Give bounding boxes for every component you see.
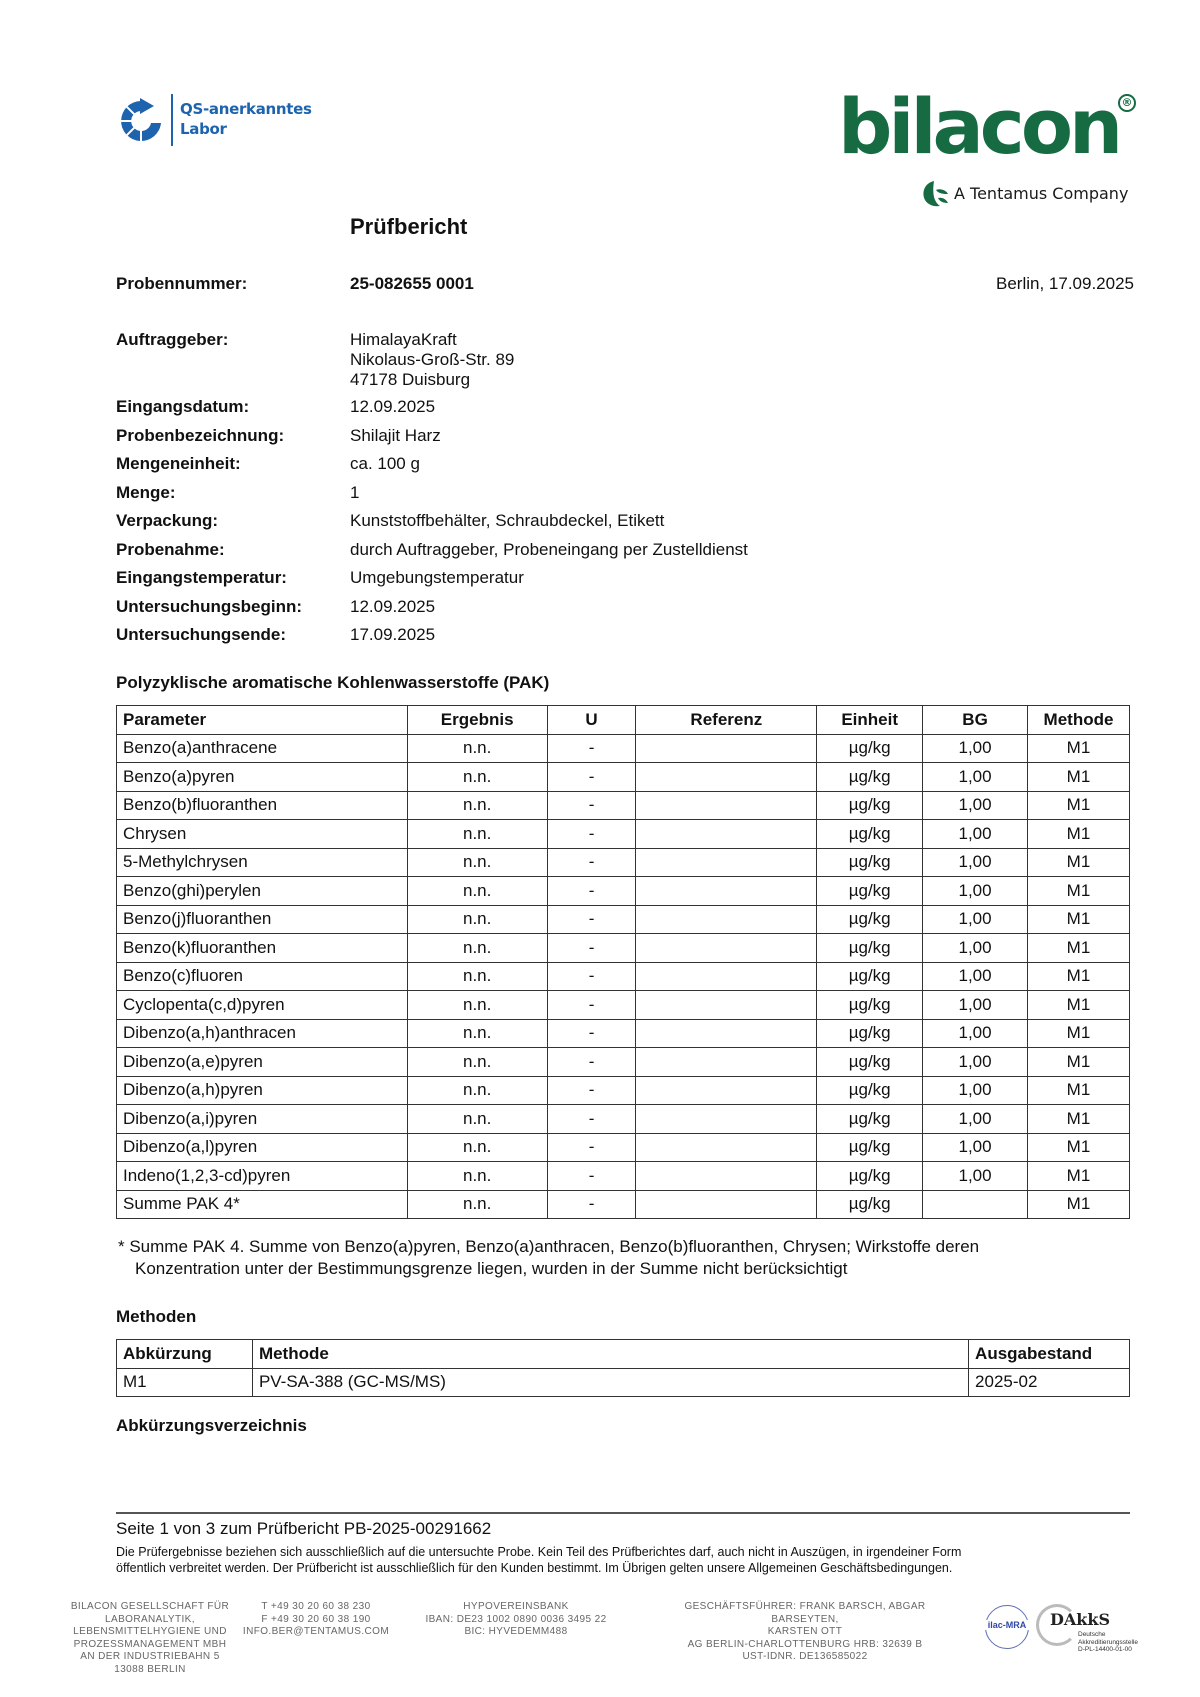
- cell-u: -: [547, 962, 636, 991]
- value-untersuchungsbeginn: 12.09.2025: [350, 596, 436, 616]
- label-eingangstemperatur: Eingangstemperatur:: [116, 568, 287, 587]
- cell-referenz: [636, 820, 817, 849]
- cell-referenz: [636, 1162, 817, 1191]
- qs-labor-logo: [116, 94, 316, 150]
- tentamus-leaf-icon: [920, 180, 950, 208]
- bank-iban: IBAN: DE23 1002 0890 0036 3495 22: [425, 1613, 607, 1625]
- table-row: [117, 763, 1130, 792]
- company-line: LABORANALYTIK,: [105, 1613, 195, 1625]
- cell-einheit: µg/kg: [817, 905, 923, 934]
- company-line: PROZESSMANAGEMENT MBH: [73, 1638, 227, 1650]
- dakks-sub2: Akkreditierungsstelle: [1078, 1638, 1138, 1646]
- table-row: [117, 1105, 1130, 1134]
- cell-ergebnis: n.n.: [407, 820, 547, 849]
- cell-referenz: [636, 1076, 817, 1105]
- value-mengeneinheit: ca. 100 g: [350, 454, 420, 473]
- cell-bg: 1,00: [923, 905, 1028, 934]
- cell-param: Benzo(a)pyren: [117, 763, 408, 792]
- qs-arrow-circle-icon: [116, 96, 166, 146]
- cell-u: -: [547, 1048, 636, 1077]
- cell-param: Benzo(k)fluoranthen: [117, 934, 408, 963]
- cell-methode: M1: [1027, 1076, 1129, 1105]
- cell-bg: 1,00: [923, 734, 1028, 763]
- cell-methode: M1: [1027, 962, 1129, 991]
- cell-u: -: [547, 1190, 636, 1219]
- company-line: 13088 BERLIN: [114, 1663, 186, 1675]
- value-probennummer: 25-082655 0001: [350, 274, 474, 293]
- cell-bg: 1,00: [923, 1048, 1028, 1077]
- pak-results-table: [116, 705, 1130, 1219]
- cell-u: -: [547, 763, 636, 792]
- cell-ergebnis: n.n.: [407, 734, 547, 763]
- footer-company-address: [64, 1601, 236, 1676]
- cell-u: -: [547, 1133, 636, 1162]
- table-row: [117, 1133, 1130, 1162]
- cell-einheit: µg/kg: [817, 734, 923, 763]
- cell-bg: 1,00: [923, 763, 1028, 792]
- cell-methode: M1: [1027, 1190, 1129, 1219]
- cell-param: Dibenzo(a,l)pyren: [117, 1133, 408, 1162]
- label-mengeneinheit: Mengeneinheit:: [116, 454, 241, 473]
- cell-u: -: [547, 734, 636, 763]
- cell-bg: 1,00: [923, 1076, 1028, 1105]
- cell-methode: M1: [1027, 1048, 1129, 1077]
- cell-u: -: [547, 848, 636, 877]
- col-methode: Methode: [252, 1340, 968, 1369]
- footer-bank: [406, 1601, 626, 1639]
- method-name: PV-SA-388 (GC-MS/MS): [252, 1368, 968, 1397]
- cell-einheit: µg/kg: [817, 1162, 923, 1191]
- client-name: HimalayaKraft: [350, 330, 457, 349]
- footnote-line2: Konzentration unter der Bestimmungsgrenze liegen, wurden in der Summe nicht berücksichtigt: [135, 1259, 848, 1278]
- cell-einheit: µg/kg: [817, 791, 923, 820]
- methods-section-title: Methoden: [116, 1307, 197, 1326]
- disclaimer-line2: öffentlich verbreitet werden. Der Prüfbericht ist ausschließlich für den Kunden bestimmt. Im Übrigen gelten unsere Allgemeinen Geschäftsbedingungen.: [116, 1561, 953, 1575]
- table-row: [117, 877, 1130, 906]
- cell-u: -: [547, 820, 636, 849]
- cell-methode: M1: [1027, 848, 1129, 877]
- value-probenbezeichnung: Shilajit Harz: [350, 425, 441, 445]
- cell-bg: 1,00: [923, 962, 1028, 991]
- col-ausgabestand: Ausgabestand: [969, 1340, 1130, 1369]
- col-referenz: Referenz: [636, 706, 817, 735]
- table-row: [117, 734, 1130, 763]
- cell-bg: 1,00: [923, 1162, 1028, 1191]
- cell-referenz: [636, 1048, 817, 1077]
- cell-ergebnis: n.n.: [407, 1190, 547, 1219]
- management-line: UST-IDNR. DE136585022: [742, 1651, 868, 1662]
- cell-einheit: µg/kg: [817, 877, 923, 906]
- cell-param: Cyclopenta(c,d)pyren: [117, 991, 408, 1020]
- cell-referenz: [636, 791, 817, 820]
- cell-u: -: [547, 1105, 636, 1134]
- cell-einheit: µg/kg: [817, 1105, 923, 1134]
- table-row: [117, 1368, 1130, 1397]
- disclaimer-line1: Die Prüfergebnisse beziehen sich ausschließlich auf die untersuchte Probe. Kein Teil des Prüfberichtes darf, auch nicht in Auszügen, in irgendeiner Form: [116, 1545, 962, 1559]
- footnote-line1: * Summe PAK 4. Summe von Benzo(a)pyren, Benzo(a)anthracen, Benzo(b)fluoranthen, Chrysen; Wirkstoffe deren: [118, 1237, 980, 1256]
- table-row: [117, 905, 1130, 934]
- value-untersuchungsende: 17.09.2025: [350, 625, 436, 644]
- cell-param: Benzo(ghi)perylen: [117, 877, 408, 906]
- cell-bg: 1,00: [923, 1105, 1028, 1134]
- cell-referenz: [636, 905, 817, 934]
- cell-einheit: µg/kg: [817, 1019, 923, 1048]
- phone: T +49 30 20 60 38 230: [261, 1601, 371, 1612]
- cell-u: -: [547, 1076, 636, 1105]
- cell-ergebnis: n.n.: [407, 848, 547, 877]
- table-header-row: [117, 1340, 1130, 1369]
- bank-bic: BIC: HYVEDEMM488: [464, 1626, 568, 1637]
- cell-ergebnis: n.n.: [407, 1133, 547, 1162]
- col-abkuerzung: Abkürzung: [117, 1340, 253, 1369]
- cell-methode: M1: [1027, 905, 1129, 934]
- cell-bg: 1,00: [923, 848, 1028, 877]
- cell-einheit: µg/kg: [817, 1190, 923, 1219]
- cell-einheit: µg/kg: [817, 1133, 923, 1162]
- value-eingangstemperatur: Umgebungstemperatur: [350, 568, 524, 587]
- cell-param: Dibenzo(a,h)anthracen: [117, 1019, 408, 1048]
- cell-param: Benzo(c)fluoren: [117, 962, 408, 991]
- email-link[interactable]: INFO.BER@TENTAMUS.COM: [242, 1626, 390, 1637]
- cell-methode: M1: [1027, 877, 1129, 906]
- cell-methode: M1: [1027, 820, 1129, 849]
- pak-section-title: Polyzyklische aromatische Kohlenwasserstoffe (PAK): [116, 673, 550, 692]
- cell-u: -: [547, 877, 636, 906]
- page-info: Seite 1 von 3 zum Prüfbericht PB-2025-00291662: [116, 1519, 492, 1538]
- cell-param: Dibenzo(a,i)pyren: [117, 1105, 408, 1134]
- cell-ergebnis: n.n.: [407, 991, 547, 1020]
- bilacon-logo: bilacon: [838, 82, 1120, 171]
- cell-referenz: [636, 1105, 817, 1134]
- management-line: AG BERLIN-CHARLOTTENBURG HRB: 32639 B: [687, 1638, 923, 1650]
- col-bg: BG: [923, 706, 1028, 735]
- table-row: [117, 1162, 1130, 1191]
- cell-einheit: µg/kg: [817, 934, 923, 963]
- qs-logo-divider: [171, 94, 173, 146]
- footer-divider: [116, 1512, 1130, 1514]
- cell-ergebnis: n.n.: [407, 1048, 547, 1077]
- label-menge: Menge:: [116, 482, 176, 502]
- disclaimer: [116, 1544, 1136, 1576]
- cell-einheit: µg/kg: [817, 763, 923, 792]
- dakks-sub1: Deutsche: [1078, 1631, 1106, 1638]
- cell-param: Dibenzo(a,e)pyren: [117, 1048, 408, 1077]
- table-header-row: [117, 706, 1130, 735]
- cell-ergebnis: n.n.: [407, 934, 547, 963]
- cell-methode: M1: [1027, 791, 1129, 820]
- label-probenahme: Probenahme:: [116, 539, 225, 559]
- qs-logo-line1: QS-anerkanntes: [180, 100, 312, 118]
- cell-einheit: µg/kg: [817, 820, 923, 849]
- cell-u: -: [547, 991, 636, 1020]
- cell-param: Indeno(1,2,3-cd)pyren: [117, 1162, 408, 1191]
- cell-param: Benzo(j)fluoranthen: [117, 905, 408, 934]
- cell-ergebnis: n.n.: [407, 962, 547, 991]
- cell-param: Summe PAK 4*: [117, 1190, 408, 1219]
- cell-ergebnis: n.n.: [407, 1162, 547, 1191]
- cell-einheit: µg/kg: [817, 991, 923, 1020]
- label-untersuchungsende: Untersuchungsende:: [116, 625, 287, 644]
- cell-param: Benzo(b)fluoranthen: [117, 791, 408, 820]
- value-verpackung: Kunststoffbehälter, Schraubdeckel, Etikett: [350, 511, 665, 530]
- table-row: [117, 1019, 1130, 1048]
- company-line: LEBENSMITTELHYGIENE UND: [73, 1626, 227, 1637]
- cell-u: -: [547, 905, 636, 934]
- footer-management: [650, 1601, 960, 1664]
- abbreviations-section-title: Abkürzungsverzeichnis: [116, 1416, 307, 1435]
- cell-param: Benzo(a)anthracene: [117, 734, 408, 763]
- cell-bg: 1,00: [923, 791, 1028, 820]
- cell-referenz: [636, 734, 817, 763]
- col-u: U: [547, 706, 636, 735]
- pak-footnote: [118, 1236, 1138, 1280]
- cell-einheit: µg/kg: [817, 962, 923, 991]
- cell-methode: M1: [1027, 1019, 1129, 1048]
- col-methode: Methode: [1027, 706, 1129, 735]
- cell-bg: 1,00: [923, 1019, 1028, 1048]
- label-probennummer: Probennummer:: [116, 274, 248, 293]
- cell-bg: 1,00: [923, 934, 1028, 963]
- cell-param: Chrysen: [117, 820, 408, 849]
- cell-ergebnis: n.n.: [407, 791, 547, 820]
- footer-contact: [236, 1601, 396, 1639]
- cell-ergebnis: n.n.: [407, 1105, 547, 1134]
- bank-name: HYPOVEREINSBANK: [463, 1601, 569, 1612]
- cell-referenz: [636, 934, 817, 963]
- cell-methode: M1: [1027, 934, 1129, 963]
- methods-table: [116, 1339, 1130, 1397]
- client-city: 47178 Duisburg: [350, 370, 471, 389]
- company-line: BILACON GESELLSCHAFT FÜR: [70, 1601, 230, 1612]
- cell-methode: M1: [1027, 734, 1129, 763]
- page-title: Prüfbericht: [350, 214, 468, 239]
- table-row: [117, 1076, 1130, 1105]
- cell-methode: M1: [1027, 763, 1129, 792]
- label-probenbezeichnung: Probenbezeichnung:: [116, 425, 285, 445]
- col-ergebnis: Ergebnis: [407, 706, 547, 735]
- value-eingangsdatum: 12.09.2025: [350, 397, 436, 416]
- cell-ergebnis: n.n.: [407, 905, 547, 934]
- cell-referenz: [636, 763, 817, 792]
- company-line: AN DER INDUSTRIEBAHN 5: [80, 1651, 220, 1662]
- cell-referenz: [636, 848, 817, 877]
- table-row: [117, 848, 1130, 877]
- dakks-logo: [1036, 1602, 1156, 1658]
- cell-referenz: [636, 991, 817, 1020]
- cell-ergebnis: n.n.: [407, 877, 547, 906]
- ilac-mra-logo: [985, 1605, 1029, 1649]
- cell-einheit: µg/kg: [817, 1076, 923, 1105]
- col-parameter: Parameter: [117, 706, 408, 735]
- table-row: [117, 934, 1130, 963]
- cell-referenz: [636, 962, 817, 991]
- cell-bg: [923, 1190, 1028, 1219]
- management-line: KARSTEN OTT: [767, 1626, 843, 1637]
- col-einheit: Einheit: [817, 706, 923, 735]
- dakks-name: DAkkS: [1050, 1610, 1111, 1629]
- cell-ergebnis: n.n.: [407, 1019, 547, 1048]
- cell-u: -: [547, 1019, 636, 1048]
- table-row: [117, 991, 1130, 1020]
- cell-bg: 1,00: [923, 877, 1028, 906]
- cell-ergebnis: n.n.: [407, 1076, 547, 1105]
- cell-param: 5-Methylchrysen: [117, 848, 408, 877]
- cell-einheit: µg/kg: [817, 1048, 923, 1077]
- cell-methode: M1: [1027, 1105, 1129, 1134]
- cell-methode: M1: [1027, 991, 1129, 1020]
- cell-methode: M1: [1027, 1133, 1129, 1162]
- cell-u: -: [547, 1162, 636, 1191]
- label-auftraggeber: Auftraggeber:: [116, 330, 229, 349]
- method-version: 2025-02: [969, 1368, 1130, 1397]
- cell-methode: M1: [1027, 1162, 1129, 1191]
- ilac-label: ilac-MRA: [984, 1620, 1030, 1630]
- value-menge: 1: [350, 482, 360, 502]
- cell-bg: 1,00: [923, 1133, 1028, 1162]
- method-abbr: M1: [117, 1368, 253, 1397]
- management-line: GESCHÄFTSFÜHRER: FRANK BARSCH, ABGAR BARSEYTEN,: [684, 1601, 926, 1625]
- cell-referenz: [636, 1019, 817, 1048]
- cell-bg: 1,00: [923, 820, 1028, 849]
- table-row: [117, 1190, 1130, 1219]
- tagline-text: A Tentamus Company: [954, 184, 1129, 203]
- value-probenahme: durch Auftraggeber, Probeneingang per Zustelldienst: [350, 539, 748, 559]
- cell-referenz: [636, 877, 817, 906]
- cell-param: Dibenzo(a,h)pyren: [117, 1076, 408, 1105]
- table-row: [117, 791, 1130, 820]
- qs-logo-line2: Labor: [180, 120, 227, 138]
- table-row: [117, 1048, 1130, 1077]
- cell-bg: 1,00: [923, 991, 1028, 1020]
- cell-referenz: [636, 1190, 817, 1219]
- table-row: [117, 962, 1130, 991]
- table-row: [117, 820, 1130, 849]
- value-auftraggeber: [350, 330, 514, 390]
- label-untersuchungsbeginn: Untersuchungsbeginn:: [116, 596, 303, 616]
- cell-einheit: µg/kg: [817, 848, 923, 877]
- dakks-subtitle: [1078, 1631, 1138, 1654]
- fax: F +49 30 20 60 38 190: [261, 1613, 371, 1625]
- cell-u: -: [547, 791, 636, 820]
- label-eingangsdatum: Eingangsdatum:: [116, 397, 250, 416]
- qs-logo-text: [180, 99, 312, 139]
- cell-u: -: [547, 934, 636, 963]
- registered-mark: ®: [1118, 94, 1136, 112]
- cell-ergebnis: n.n.: [407, 763, 547, 792]
- client-street: Nikolaus-Groß-Str. 89: [350, 350, 515, 369]
- label-verpackung: Verpackung:: [116, 511, 219, 530]
- dakks-id: D-PL-14400-01-00: [1078, 1646, 1132, 1653]
- cell-referenz: [636, 1133, 817, 1162]
- place-date: Berlin, 17.09.2025: [996, 274, 1134, 293]
